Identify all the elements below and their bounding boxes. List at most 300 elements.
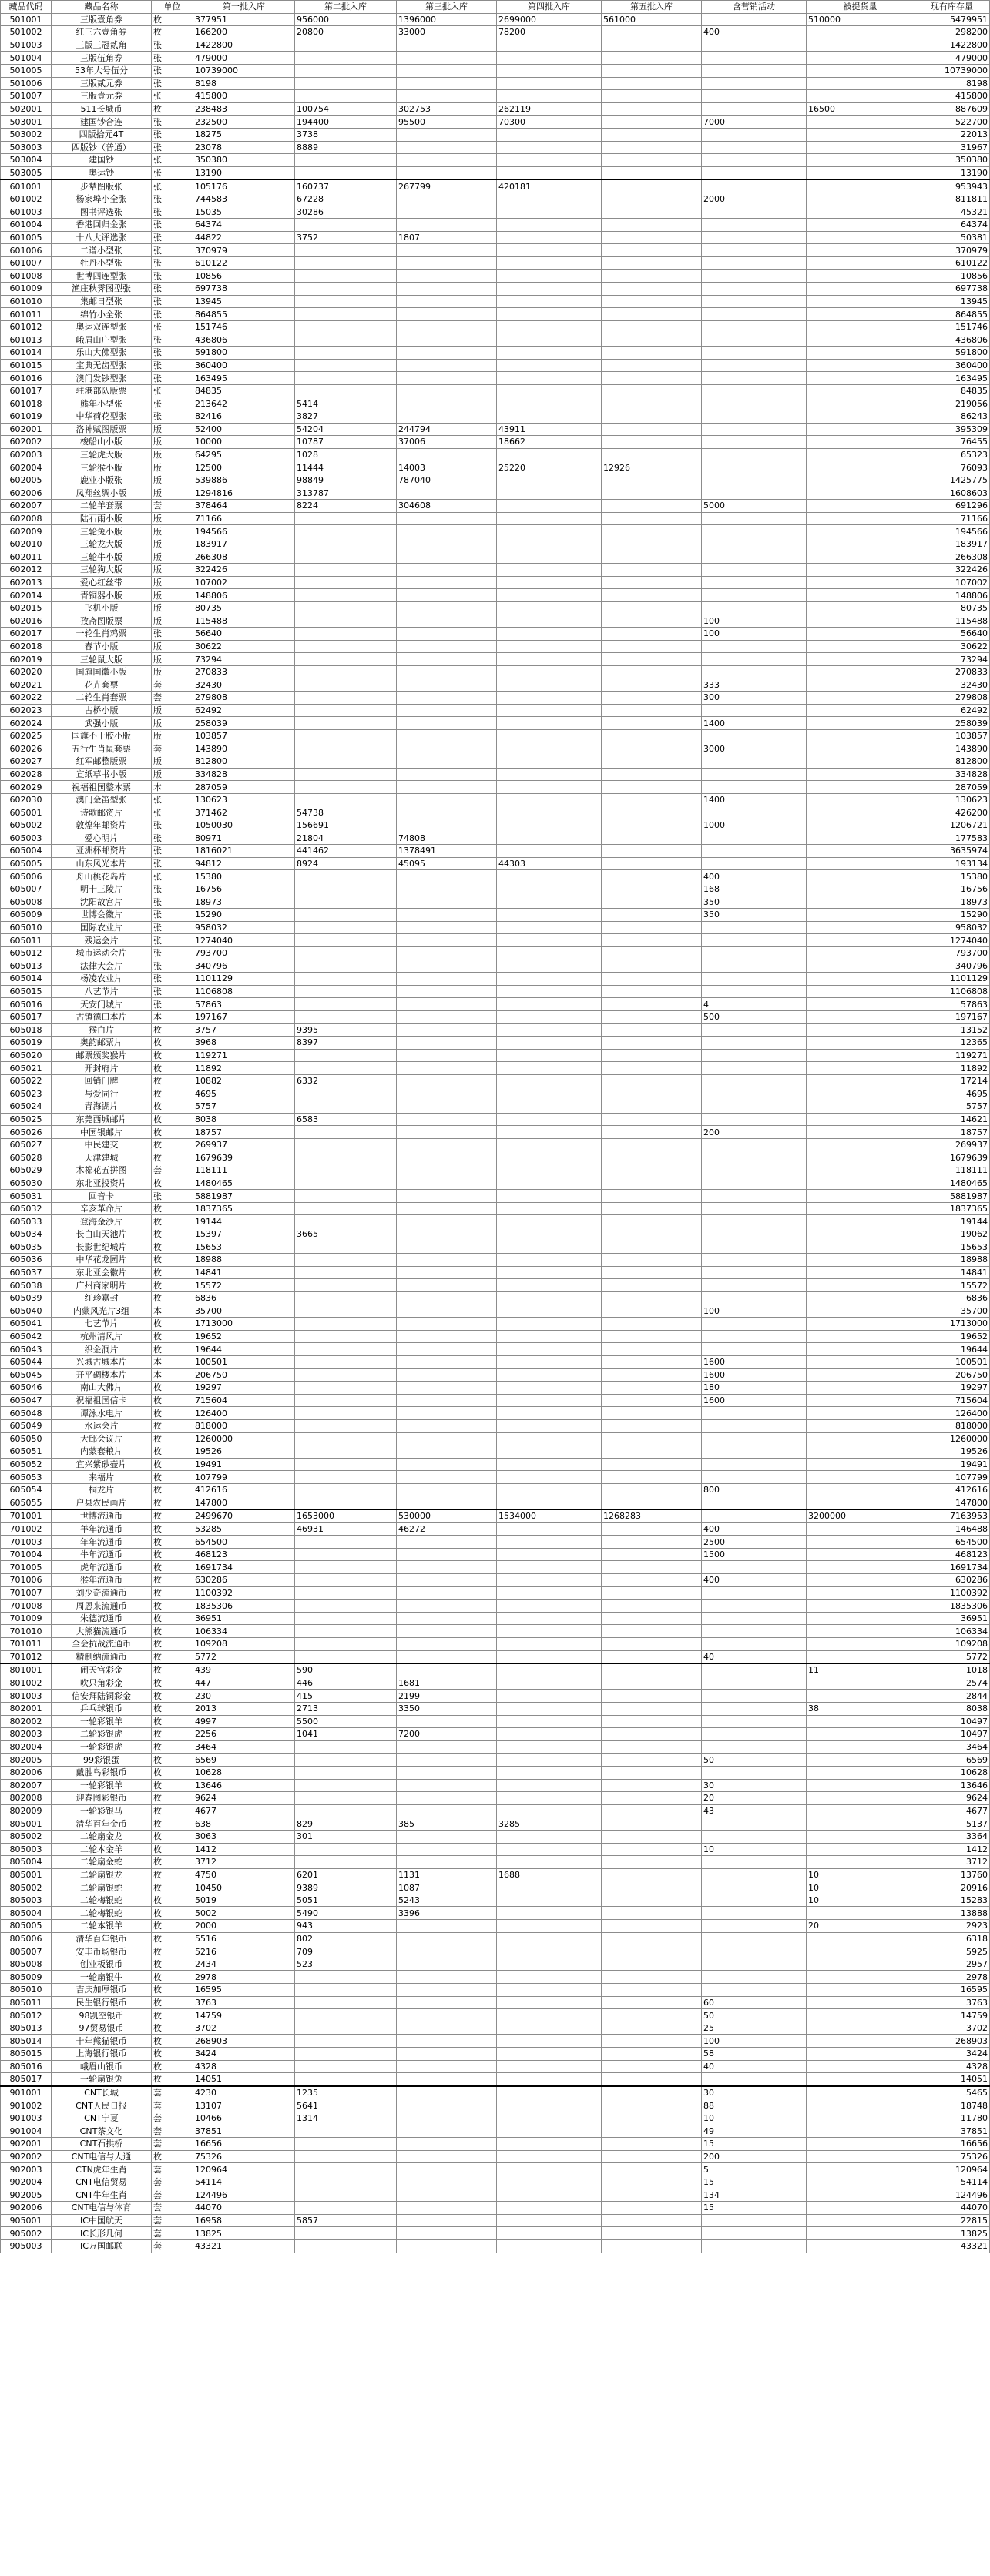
picked-cell[interactable] (807, 116, 914, 129)
stock-cell[interactable]: 64374 (914, 219, 990, 232)
stock-cell[interactable]: 654500 (914, 1536, 990, 1549)
unit-cell[interactable]: 张 (152, 308, 193, 321)
stock-cell[interactable]: 12365 (914, 1037, 990, 1050)
batch3-cell[interactable] (397, 525, 497, 538)
batch3-cell[interactable] (397, 1984, 497, 1997)
batch3-cell[interactable] (397, 1368, 497, 1382)
promo-cell[interactable]: 50 (702, 1754, 807, 1767)
batch1-cell[interactable]: 1837365 (193, 1202, 295, 1215)
batch5-cell[interactable] (602, 2176, 702, 2189)
item-code-cell[interactable]: 602014 (1, 589, 52, 602)
promo-cell[interactable]: 60 (702, 1996, 807, 2009)
batch4-cell[interactable] (497, 1100, 602, 1114)
promo-cell[interactable] (702, 781, 807, 794)
batch1-cell[interactable]: 3702 (193, 2022, 295, 2035)
item-code-cell[interactable]: 605053 (1, 1471, 52, 1484)
batch3-cell[interactable] (397, 1164, 497, 1177)
item-name-cell[interactable]: 天津建城 (52, 1151, 152, 1164)
batch5-cell[interactable] (602, 1382, 702, 1395)
stock-cell[interactable]: 32430 (914, 678, 990, 692)
batch5-cell[interactable] (602, 781, 702, 794)
item-code-cell[interactable]: 605034 (1, 1228, 52, 1241)
batch3-cell[interactable] (397, 2163, 497, 2176)
unit-cell[interactable]: 枚 (152, 1958, 193, 1971)
batch2-cell[interactable] (295, 2138, 397, 2151)
item-name-cell[interactable]: 凤翔丝绸小版 (52, 487, 152, 500)
picked-cell[interactable] (807, 141, 914, 154)
unit-cell[interactable]: 版 (152, 538, 193, 551)
unit-cell[interactable]: 张 (152, 256, 193, 270)
batch2-cell[interactable] (295, 1355, 397, 1368)
item-name-cell[interactable]: 乐山大佛型张 (52, 347, 152, 360)
picked-cell[interactable] (807, 448, 914, 461)
stock-cell[interactable]: 194566 (914, 525, 990, 538)
batch3-cell[interactable] (397, 729, 497, 742)
batch5-cell[interactable] (602, 845, 702, 858)
batch5-cell[interactable] (602, 883, 702, 896)
stock-cell[interactable]: 193134 (914, 857, 990, 870)
batch5-cell[interactable] (602, 985, 702, 998)
batch3-cell[interactable]: 2199 (397, 1690, 497, 1703)
picked-cell[interactable] (807, 372, 914, 385)
batch5-cell[interactable] (602, 1638, 702, 1651)
batch1-cell[interactable]: 1713000 (193, 1318, 295, 1331)
batch5-cell[interactable] (602, 1881, 702, 1894)
batch2-cell[interactable] (295, 1548, 397, 1561)
batch1-cell[interactable]: 14759 (193, 2009, 295, 2022)
batch1-cell[interactable]: 12500 (193, 461, 295, 474)
picked-cell[interactable] (807, 1113, 914, 1126)
batch4-cell[interactable] (497, 2086, 602, 2099)
unit-cell[interactable]: 枚 (152, 1779, 193, 1792)
item-name-cell[interactable]: 三轮牛小版 (52, 551, 152, 564)
picked-cell[interactable] (807, 1279, 914, 1292)
picked-cell[interactable] (807, 2239, 914, 2253)
batch3-cell[interactable]: 1396000 (397, 13, 497, 26)
batch3-cell[interactable] (397, 564, 497, 577)
unit-cell[interactable]: 版 (152, 474, 193, 487)
batch1-cell[interactable]: 479000 (193, 52, 295, 65)
batch3-cell[interactable] (397, 2150, 497, 2163)
batch2-cell[interactable] (295, 1126, 397, 1139)
batch4-cell[interactable] (497, 1305, 602, 1318)
stock-cell[interactable]: 2923 (914, 1920, 990, 1933)
batch2-cell[interactable] (295, 998, 397, 1011)
picked-cell[interactable] (807, 2189, 914, 2202)
item-code-cell[interactable]: 605002 (1, 819, 52, 832)
promo-cell[interactable] (702, 2214, 807, 2227)
promo-cell[interactable] (702, 1586, 807, 1600)
unit-cell[interactable]: 张 (152, 946, 193, 960)
batch3-cell[interactable] (397, 1600, 497, 1613)
picked-cell[interactable] (807, 1394, 914, 1407)
picked-cell[interactable]: 38 (807, 1702, 914, 1715)
promo-cell[interactable] (702, 1202, 807, 1215)
batch2-cell[interactable]: 415 (295, 1690, 397, 1703)
unit-cell[interactable]: 枚 (152, 1536, 193, 1549)
stock-cell[interactable]: 610122 (914, 256, 990, 270)
stock-cell[interactable]: 16756 (914, 883, 990, 896)
unit-cell[interactable]: 枚 (152, 2035, 193, 2048)
item-name-cell[interactable]: 绵竹小全张 (52, 308, 152, 321)
batch1-cell[interactable]: 13646 (193, 1779, 295, 1792)
unit-cell[interactable]: 张 (152, 219, 193, 232)
stock-cell[interactable]: 8038 (914, 1702, 990, 1715)
promo-cell[interactable] (702, 77, 807, 90)
unit-cell[interactable]: 枚 (152, 1126, 193, 1139)
item-code-cell[interactable]: 602007 (1, 500, 52, 513)
unit-cell[interactable]: 枚 (152, 1318, 193, 1331)
promo-cell[interactable]: 43 (702, 1804, 807, 1817)
batch1-cell[interactable]: 18275 (193, 128, 295, 141)
batch5-cell[interactable] (602, 1586, 702, 1600)
batch2-cell[interactable]: 1653000 (295, 1509, 397, 1522)
batch5-cell[interactable]: 561000 (602, 13, 702, 26)
batch3-cell[interactable] (397, 2125, 497, 2138)
item-code-cell[interactable]: 605011 (1, 934, 52, 947)
item-code-cell[interactable]: 902004 (1, 2176, 52, 2189)
promo-cell[interactable] (702, 13, 807, 26)
batch5-cell[interactable] (602, 2035, 702, 2048)
batch3-cell[interactable] (397, 1792, 497, 1805)
item-code-cell[interactable]: 602022 (1, 692, 52, 705)
unit-cell[interactable]: 枚 (152, 1330, 193, 1343)
batch5-cell[interactable] (602, 1483, 702, 1496)
item-code-cell[interactable]: 601004 (1, 219, 52, 232)
picked-cell[interactable] (807, 1151, 914, 1164)
stock-cell[interactable]: 630286 (914, 1574, 990, 1587)
item-code-cell[interactable]: 802005 (1, 1754, 52, 1767)
picked-cell[interactable] (807, 64, 914, 77)
unit-cell[interactable]: 枚 (152, 1984, 193, 1997)
promo-cell[interactable] (702, 1343, 807, 1356)
promo-cell[interactable] (702, 640, 807, 653)
batch3-cell[interactable] (397, 1945, 497, 1958)
batch3-cell[interactable] (397, 206, 497, 219)
batch4-cell[interactable] (497, 1536, 602, 1549)
picked-cell[interactable] (807, 1100, 914, 1114)
item-name-cell[interactable]: 全会抗战流通币 (52, 1638, 152, 1651)
batch3-cell[interactable] (397, 1445, 497, 1459)
batch3-cell[interactable] (397, 372, 497, 385)
item-name-cell[interactable]: 明十三陵片 (52, 883, 152, 896)
item-code-cell[interactable]: 602015 (1, 601, 52, 615)
batch5-cell[interactable] (602, 1561, 702, 1574)
batch4-cell[interactable] (497, 538, 602, 551)
item-code-cell[interactable]: 602020 (1, 665, 52, 678)
batch4-cell[interactable] (497, 2202, 602, 2215)
batch1-cell[interactable]: 1679639 (193, 1151, 295, 1164)
batch5-cell[interactable] (602, 179, 702, 193)
picked-cell[interactable] (807, 1612, 914, 1625)
batch3-cell[interactable] (397, 1023, 497, 1037)
batch1-cell[interactable]: 57863 (193, 998, 295, 1011)
batch1-cell[interactable]: 230 (193, 1690, 295, 1703)
stock-cell[interactable]: 1018 (914, 1663, 990, 1677)
item-name-cell[interactable]: 98凯空银币 (52, 2009, 152, 2022)
item-code-cell[interactable]: 802009 (1, 1804, 52, 1817)
picked-cell[interactable] (807, 1177, 914, 1190)
batch2-cell[interactable] (295, 1625, 397, 1638)
batch1-cell[interactable]: 11892 (193, 1062, 295, 1075)
batch5-cell[interactable] (602, 1996, 702, 2009)
batch5-cell[interactable] (602, 1971, 702, 1984)
unit-cell[interactable]: 枚 (152, 1062, 193, 1075)
batch3-cell[interactable] (397, 1291, 497, 1305)
stock-cell[interactable]: 109208 (914, 1638, 990, 1651)
batch4-cell[interactable] (497, 231, 602, 244)
promo-cell[interactable] (702, 397, 807, 410)
batch5-cell[interactable] (602, 1190, 702, 1203)
batch3-cell[interactable]: 7200 (397, 1728, 497, 1741)
promo-cell[interactable]: 7000 (702, 116, 807, 129)
stock-cell[interactable]: 269937 (914, 1138, 990, 1151)
batch2-cell[interactable] (295, 755, 397, 769)
item-code-cell[interactable]: 605003 (1, 832, 52, 845)
promo-cell[interactable]: 2000 (702, 193, 807, 206)
batch2-cell[interactable] (295, 1100, 397, 1114)
picked-cell[interactable] (807, 1715, 914, 1728)
batch1-cell[interactable]: 82416 (193, 410, 295, 424)
stock-cell[interactable]: 3712 (914, 1856, 990, 1869)
batch3-cell[interactable] (397, 2227, 497, 2240)
unit-cell[interactable]: 枚 (152, 1100, 193, 1114)
picked-cell[interactable] (807, 1830, 914, 1843)
batch1-cell[interactable]: 3968 (193, 1037, 295, 1050)
stock-cell[interactable]: 146488 (914, 1522, 990, 1536)
item-code-cell[interactable]: 601001 (1, 179, 52, 193)
item-code-cell[interactable]: 605012 (1, 946, 52, 960)
batch3-cell[interactable] (397, 1958, 497, 1971)
unit-cell[interactable]: 枚 (152, 2150, 193, 2163)
item-code-cell[interactable]: 805015 (1, 2048, 52, 2061)
batch1-cell[interactable]: 18973 (193, 896, 295, 909)
batch1-cell[interactable]: 13107 (193, 2099, 295, 2112)
batch4-cell[interactable]: 1688 (497, 1868, 602, 1881)
batch5-cell[interactable] (602, 2060, 702, 2073)
batch4-cell[interactable] (497, 2239, 602, 2253)
batch4-cell[interactable] (497, 2112, 602, 2125)
batch2-cell[interactable] (295, 359, 397, 372)
item-code-cell[interactable]: 601018 (1, 397, 52, 410)
batch4-cell[interactable] (497, 640, 602, 653)
item-name-cell[interactable]: 奥运双连型张 (52, 320, 152, 333)
picked-cell[interactable] (807, 1164, 914, 1177)
batch4-cell[interactable] (497, 52, 602, 65)
batch2-cell[interactable]: 160737 (295, 179, 397, 193)
unit-cell[interactable]: 张 (152, 128, 193, 141)
batch2-cell[interactable] (295, 870, 397, 883)
item-code-cell[interactable]: 605039 (1, 1291, 52, 1305)
batch3-cell[interactable] (397, 295, 497, 308)
item-code-cell[interactable]: 602029 (1, 781, 52, 794)
stock-cell[interactable]: 130623 (914, 793, 990, 806)
promo-cell[interactable]: 134 (702, 2189, 807, 2202)
batch2-cell[interactable] (295, 985, 397, 998)
item-name-cell[interactable]: 宣纸草书小版 (52, 768, 152, 781)
stock-cell[interactable]: 19491 (914, 1458, 990, 1471)
unit-cell[interactable]: 枚 (152, 1830, 193, 1843)
item-name-cell[interactable]: 十年熊猫银币 (52, 2035, 152, 2048)
item-code-cell[interactable]: 805003 (1, 1894, 52, 1907)
item-code-cell[interactable]: 601003 (1, 206, 52, 219)
unit-cell[interactable]: 版 (152, 436, 193, 449)
promo-cell[interactable] (702, 410, 807, 424)
unit-cell[interactable]: 版 (152, 461, 193, 474)
batch1-cell[interactable]: 143890 (193, 742, 295, 755)
batch1-cell[interactable]: 35700 (193, 1305, 295, 1318)
item-name-cell[interactable]: 古桥小版 (52, 704, 152, 717)
batch4-cell[interactable] (497, 2189, 602, 2202)
item-name-cell[interactable]: 花卉套票 (52, 678, 152, 692)
batch1-cell[interactable]: 2499670 (193, 1509, 295, 1522)
unit-cell[interactable]: 枚 (152, 1740, 193, 1754)
item-name-cell[interactable]: 三轮虎大版 (52, 448, 152, 461)
batch4-cell[interactable] (497, 589, 602, 602)
stock-cell[interactable]: 6569 (914, 1754, 990, 1767)
batch4-cell[interactable] (497, 1254, 602, 1267)
batch4-cell[interactable] (497, 960, 602, 973)
batch1-cell[interactable]: 94812 (193, 857, 295, 870)
picked-cell[interactable]: 10 (807, 1868, 914, 1881)
batch5-cell[interactable] (602, 1023, 702, 1037)
promo-cell[interactable] (702, 1740, 807, 1754)
batch5-cell[interactable] (602, 333, 702, 347)
batch5-cell[interactable] (602, 2214, 702, 2227)
batch4-cell[interactable] (497, 1190, 602, 1203)
picked-cell[interactable] (807, 219, 914, 232)
batch4-cell[interactable] (497, 1483, 602, 1496)
unit-cell[interactable]: 张 (152, 410, 193, 424)
stock-cell[interactable]: 50381 (914, 231, 990, 244)
batch5-cell[interactable] (602, 2073, 702, 2086)
item-name-cell[interactable]: 宜兴紫砂壶片 (52, 1458, 152, 1471)
stock-cell[interactable]: 412616 (914, 1483, 990, 1496)
batch1-cell[interactable]: 163495 (193, 372, 295, 385)
unit-cell[interactable]: 枚 (152, 1279, 193, 1292)
unit-cell[interactable]: 枚 (152, 1419, 193, 1432)
stock-cell[interactable]: 73294 (914, 653, 990, 666)
picked-cell[interactable] (807, 283, 914, 296)
batch3-cell[interactable] (397, 1394, 497, 1407)
item-code-cell[interactable]: 605055 (1, 1496, 52, 1509)
stock-cell[interactable]: 1713000 (914, 1318, 990, 1331)
item-code-cell[interactable]: 805002 (1, 1881, 52, 1894)
batch1-cell[interactable]: 468123 (193, 1548, 295, 1561)
item-code-cell[interactable]: 605032 (1, 1202, 52, 1215)
batch3-cell[interactable] (397, 1536, 497, 1549)
batch1-cell[interactable]: 447 (193, 1677, 295, 1690)
batch5-cell[interactable] (602, 2112, 702, 2125)
item-name-cell[interactable]: 世博会徽片 (52, 909, 152, 922)
item-name-cell[interactable]: 大邱会议片 (52, 1432, 152, 1445)
stock-cell[interactable]: 6318 (914, 1932, 990, 1945)
picked-cell[interactable] (807, 742, 914, 755)
batch2-cell[interactable] (295, 768, 397, 781)
item-name-cell[interactable]: 建国钞合连 (52, 116, 152, 129)
batch4-cell[interactable] (497, 474, 602, 487)
picked-cell[interactable] (807, 781, 914, 794)
batch5-cell[interactable] (602, 1100, 702, 1114)
unit-cell[interactable]: 张 (152, 295, 193, 308)
item-name-cell[interactable]: 猴白片 (52, 1023, 152, 1037)
batch3-cell[interactable] (397, 2099, 497, 2112)
batch5-cell[interactable] (602, 1612, 702, 1625)
unit-cell[interactable]: 枚 (152, 1804, 193, 1817)
batch4-cell[interactable] (497, 308, 602, 321)
batch5-cell[interactable] (602, 372, 702, 385)
batch2-cell[interactable] (295, 921, 397, 934)
unit-cell[interactable]: 套 (152, 2086, 193, 2099)
promo-cell[interactable] (702, 845, 807, 858)
batch1-cell[interactable]: 1100392 (193, 1586, 295, 1600)
batch2-cell[interactable]: 301 (295, 1830, 397, 1843)
batch4-cell[interactable] (497, 1164, 602, 1177)
picked-cell[interactable] (807, 1190, 914, 1203)
item-code-cell[interactable]: 701006 (1, 1574, 52, 1587)
item-name-cell[interactable]: 残运会片 (52, 934, 152, 947)
stock-cell[interactable]: 266308 (914, 551, 990, 564)
item-name-cell[interactable]: 山东风光本片 (52, 857, 152, 870)
batch3-cell[interactable] (397, 1638, 497, 1651)
batch3-cell[interactable] (397, 320, 497, 333)
batch4-cell[interactable] (497, 1625, 602, 1638)
item-code-cell[interactable]: 902002 (1, 2150, 52, 2163)
unit-cell[interactable]: 张 (152, 857, 193, 870)
promo-cell[interactable] (702, 857, 807, 870)
stock-cell[interactable]: 3424 (914, 2048, 990, 2061)
promo-cell[interactable]: 1500 (702, 1548, 807, 1561)
batch4-cell[interactable] (497, 1037, 602, 1050)
batch4-cell[interactable] (497, 1062, 602, 1075)
batch2-cell[interactable] (295, 665, 397, 678)
item-name-cell[interactable]: 二轮羊套票 (52, 500, 152, 513)
batch2-cell[interactable] (295, 1407, 397, 1420)
picked-cell[interactable] (807, 461, 914, 474)
batch3-cell[interactable] (397, 2239, 497, 2253)
unit-cell[interactable]: 张 (152, 166, 193, 179)
picked-cell[interactable] (807, 2214, 914, 2227)
picked-cell[interactable] (807, 870, 914, 883)
batch4-cell[interactable] (497, 2060, 602, 2073)
promo-cell[interactable]: 100 (702, 2035, 807, 2048)
picked-cell[interactable] (807, 1138, 914, 1151)
batch5-cell[interactable] (602, 665, 702, 678)
batch1-cell[interactable]: 4997 (193, 1715, 295, 1728)
batch3-cell[interactable] (397, 2189, 497, 2202)
batch3-cell[interactable] (397, 653, 497, 666)
batch2-cell[interactable] (295, 2035, 397, 2048)
batch2-cell[interactable]: 8924 (295, 857, 397, 870)
picked-cell[interactable] (807, 1932, 914, 1945)
promo-cell[interactable]: 400 (702, 870, 807, 883)
picked-cell[interactable] (807, 768, 914, 781)
picked-cell[interactable] (807, 1996, 914, 2009)
picked-cell[interactable] (807, 2150, 914, 2163)
batch3-cell[interactable] (397, 960, 497, 973)
picked-cell[interactable] (807, 1522, 914, 1536)
batch5-cell[interactable] (602, 1394, 702, 1407)
item-name-cell[interactable]: 二轮梅银蛇 (52, 1894, 152, 1907)
item-code-cell[interactable]: 602019 (1, 653, 52, 666)
batch5-cell[interactable] (602, 2239, 702, 2253)
batch4-cell[interactable] (497, 1087, 602, 1100)
batch4-cell[interactable] (497, 653, 602, 666)
batch5-cell[interactable] (602, 1932, 702, 1945)
picked-cell[interactable] (807, 576, 914, 589)
item-name-cell[interactable]: 步辇图版张 (52, 179, 152, 193)
batch4-cell[interactable] (497, 487, 602, 500)
